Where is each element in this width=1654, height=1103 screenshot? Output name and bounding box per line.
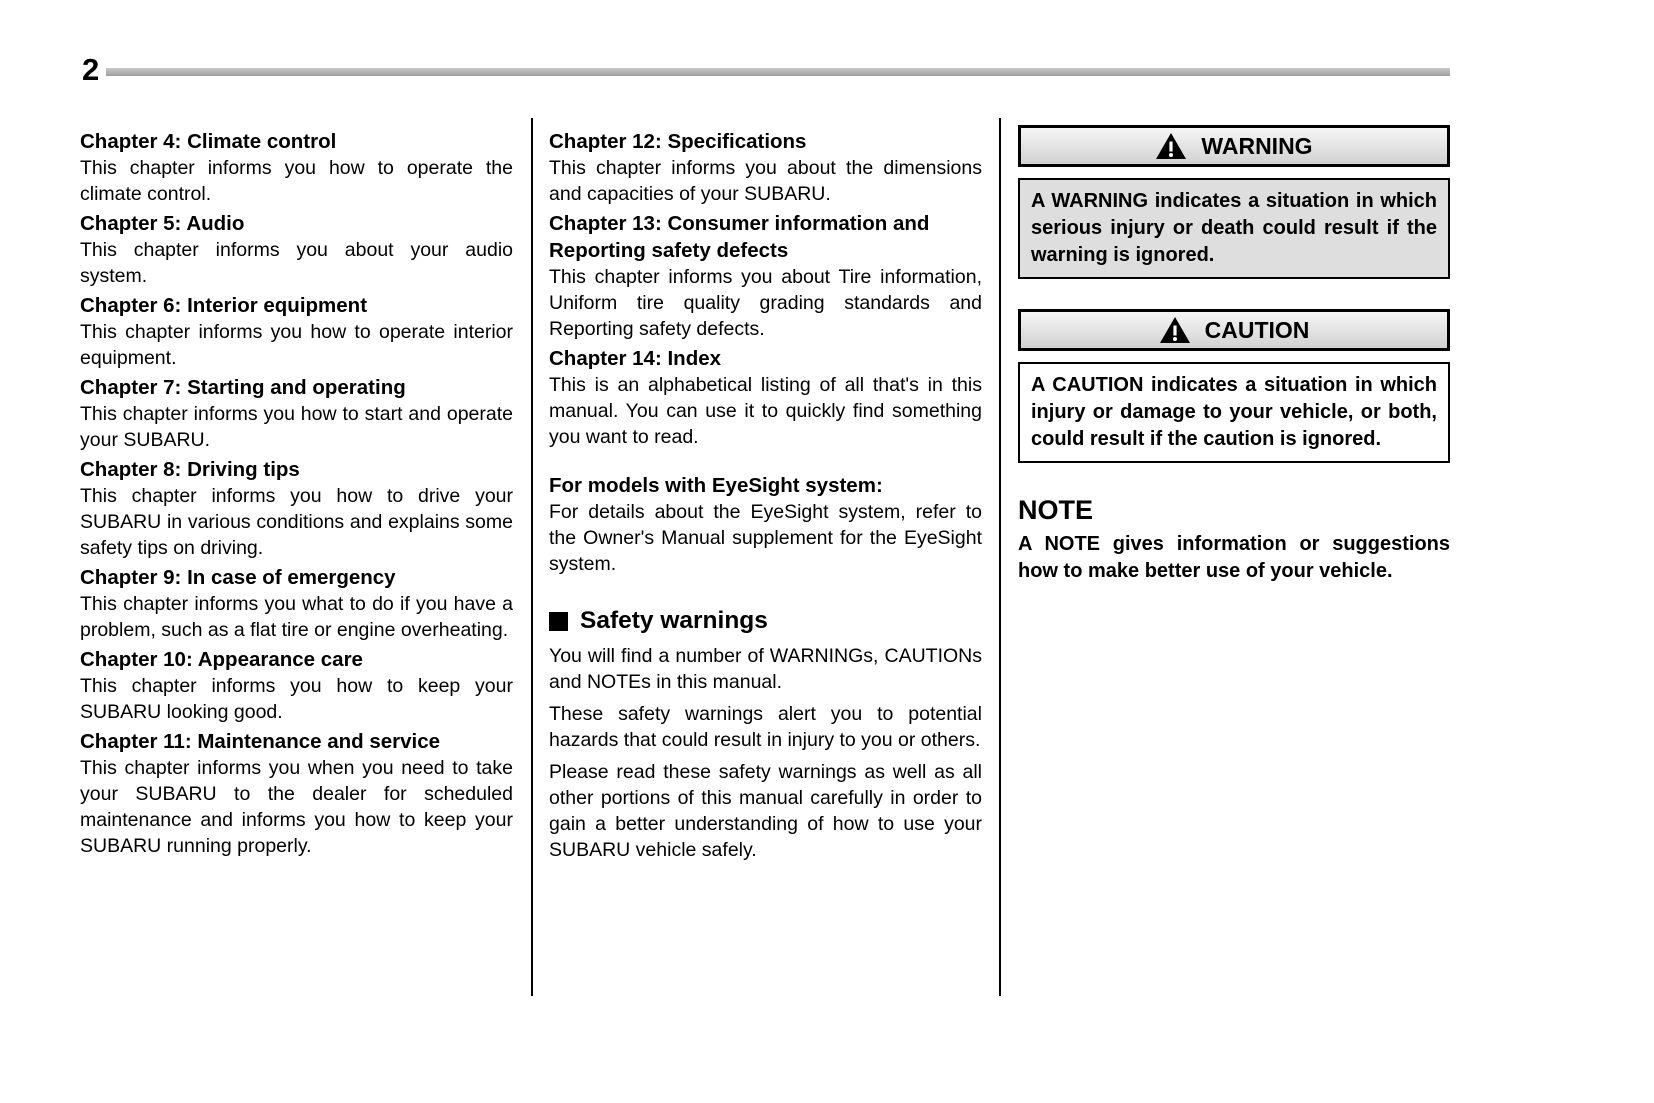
warning-header xyxy=(1018,125,1450,167)
square-bullet-icon xyxy=(549,612,568,631)
chapter-title: Chapter 11: Maintenance and service xyxy=(80,730,441,753)
chapter-title: Chapter 4: Climate control xyxy=(80,130,337,153)
column-3 xyxy=(1018,125,1450,585)
chapter-title: Chapter 14: Index xyxy=(549,347,722,370)
safety-warnings-section xyxy=(549,607,982,863)
column-2 xyxy=(549,125,982,863)
chapter-entry xyxy=(549,210,982,342)
chapter-body: This chapter informs you how to start and operate your SUBARU. xyxy=(80,403,513,451)
chapter-entry xyxy=(80,564,513,643)
warning-body: A WARNING indicates a situation in which serious injury or death could result if the warning is ignored. xyxy=(1018,178,1450,279)
caution-label: CAUTION xyxy=(1204,316,1310,343)
chapter-body: This chapter informs you what to do if you have a problem, such as a flat tire or engine overheating. xyxy=(80,593,513,641)
chapter-entry xyxy=(80,456,513,561)
column-1 xyxy=(80,125,513,859)
note-section xyxy=(1018,495,1450,585)
chapter-entry xyxy=(80,374,513,453)
chapter-body: This chapter informs you about Tire information, Uniform tire quality grading standards and Reporting safety defects. xyxy=(549,266,982,340)
eyesight-body: For details about the EyeSight system, refer to the Owner's Manual supplement for the EyeSight system. xyxy=(549,501,982,575)
chapter-body: This chapter informs you when you need to take your SUBARU to the dealer for scheduled maintenance and informs you how to keep your SUBARU running properly. xyxy=(80,757,513,857)
chapter-body: This chapter informs you how to operate interior equipment. xyxy=(80,321,513,369)
chapter-entry xyxy=(80,728,513,859)
chapter-title: Chapter 7: Starting and operating xyxy=(80,376,406,399)
chapter-entry xyxy=(549,345,982,450)
chapter-entry xyxy=(80,128,513,207)
eyesight-title: For models with EyeSight system: xyxy=(549,474,883,497)
chapter-entry xyxy=(80,646,513,725)
note-heading: NOTE xyxy=(1018,495,1094,525)
chapter-body: This chapter informs you how to keep your SUBARU looking good. xyxy=(80,675,513,723)
chapter-body: This chapter informs you how to drive your SUBARU in various conditions and explains some safety tips on driving. xyxy=(80,485,513,559)
chapter-body: This chapter informs you about the dimensions and capacities of your SUBARU. xyxy=(549,157,982,205)
safety-paragraph: These safety warnings alert you to potential hazards that could result in injury to you or others. xyxy=(549,703,982,751)
note-body: A NOTE gives information or suggestions how to make better use of your vehicle. xyxy=(1018,533,1450,582)
caution-header xyxy=(1018,309,1450,351)
safety-paragraph: Please read these safety warnings as well as all other portions of this manual carefully in order to gain a better understanding of how to use your SUBARU vehicle safely. xyxy=(549,761,982,861)
chapter-body: This chapter informs you about your audio system. xyxy=(80,239,513,287)
page-number: 2 xyxy=(82,52,100,87)
chapter-title: Chapter 10: Appearance care xyxy=(80,648,363,671)
warning-label: WARNING xyxy=(1201,132,1313,159)
chapter-title: Chapter 13: Consumer information and Reporting safety defects xyxy=(549,212,930,262)
column-divider xyxy=(531,118,533,996)
chapter-entry xyxy=(549,128,982,207)
safety-warnings-heading-label: Safety warnings xyxy=(580,607,768,634)
safety-warnings-heading xyxy=(549,607,982,635)
caution-body: A CAUTION indicates a situation in which injury or damage to your vehicle, or both, could result if the caution is ignored. xyxy=(1018,362,1450,463)
header-rule xyxy=(106,68,1450,76)
warning-triangle-icon xyxy=(1155,132,1187,160)
chapter-title: Chapter 6: Interior equipment xyxy=(80,294,368,317)
warning-section xyxy=(1018,125,1450,279)
chapter-entry xyxy=(80,210,513,289)
chapter-title: Chapter 9: In case of emergency xyxy=(80,566,396,589)
caution-triangle-icon xyxy=(1159,316,1191,344)
chapter-title: Chapter 12: Specifications xyxy=(549,130,807,153)
column-divider xyxy=(999,118,1001,996)
chapter-body: This is an alphabetical listing of all that's in this manual. You can use it to quickly find something you want to read. xyxy=(549,374,982,448)
caution-section xyxy=(1018,309,1450,463)
chapter-entry xyxy=(80,292,513,371)
eyesight-section xyxy=(549,472,982,577)
chapter-title: Chapter 5: Audio xyxy=(80,212,245,235)
chapter-title: Chapter 8: Driving tips xyxy=(80,458,300,481)
chapter-body: This chapter informs you how to operate the climate control. xyxy=(80,157,513,205)
safety-paragraph: You will find a number of WARNINGs, CAUTIONs and NOTEs in this manual. xyxy=(549,645,982,693)
